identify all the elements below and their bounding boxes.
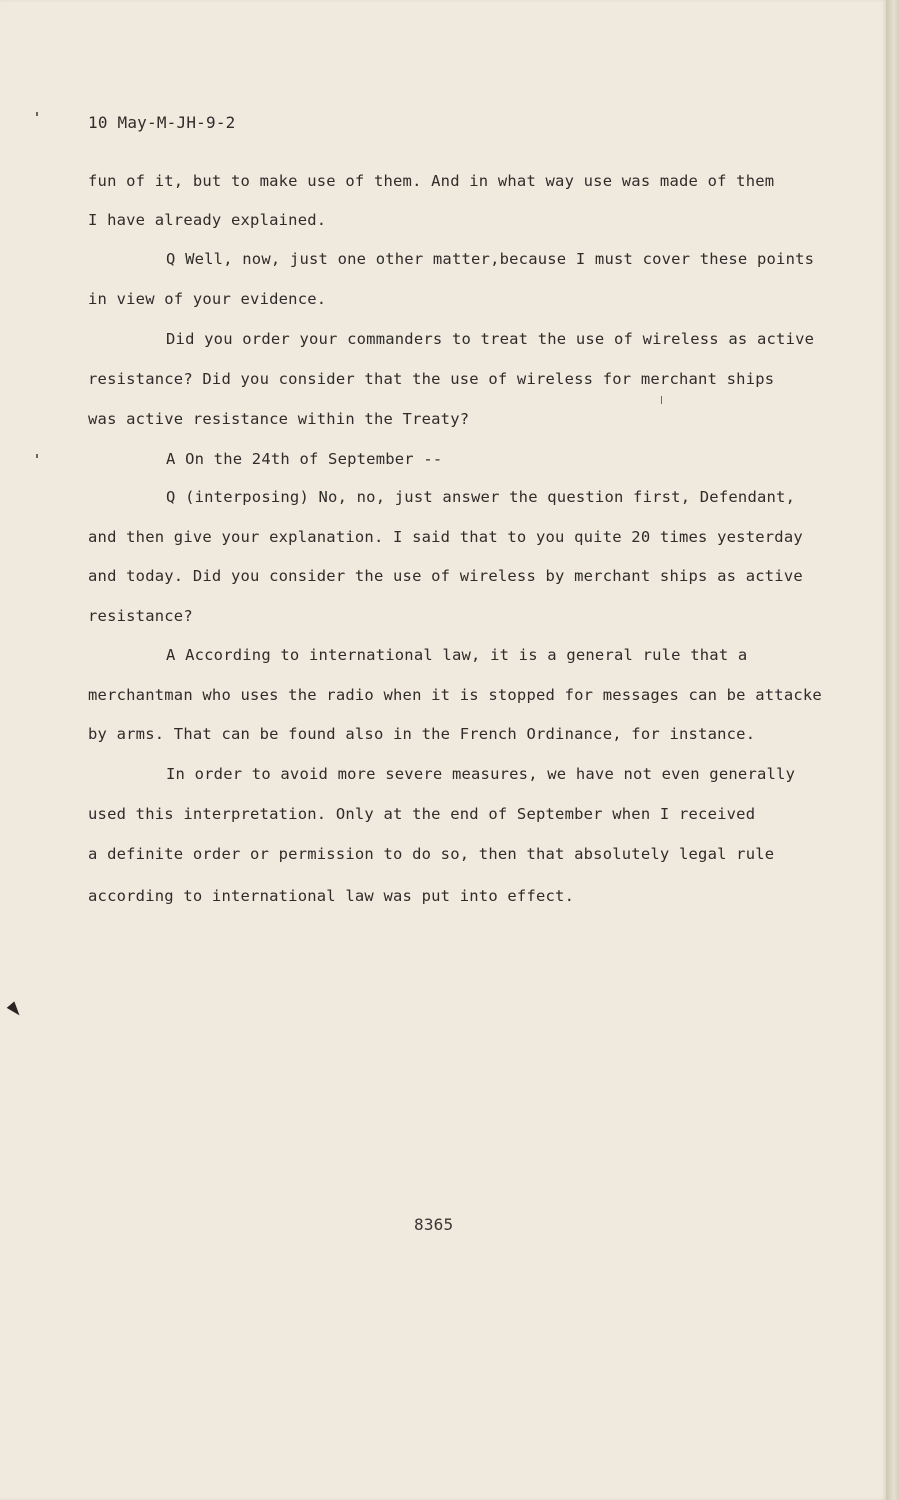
document-header: 10 May-M-JH-9-2 — [88, 113, 236, 132]
text-line: I have already explained. — [88, 211, 327, 229]
text-line: used this interpretation. Only at the end of September when I received — [88, 805, 756, 823]
text-line: A On the 24th of September -- — [166, 450, 443, 468]
text-line: Q Well, now, just one other matter,because I must cover these points — [166, 250, 815, 268]
page-number: 8365 — [414, 1215, 454, 1234]
margin-mark — [7, 1001, 24, 1018]
text-line: was active resistance within the Treaty? — [88, 410, 470, 428]
text-line: fun of it, but to make use of them. And in what way use was made of them — [88, 172, 775, 190]
text-line: according to international law was put into effect. — [88, 887, 575, 905]
text-line: in view of your evidence. — [88, 290, 327, 308]
paper-speck — [36, 454, 38, 458]
text-line: In order to avoid more severe measures, we have not even generally — [166, 765, 796, 783]
text-line: resistance? — [88, 607, 193, 625]
text-line: and then give your explanation. I said that to you quite 20 times yesterday — [88, 528, 803, 546]
text-line: merchantman who uses the radio when it is stopped for messages can be attacke — [88, 686, 822, 704]
text-line: and today. Did you consider the use of wireless by merchant ships as active — [88, 567, 803, 585]
paper-speck — [36, 112, 38, 116]
text-line: Did you order your commanders to treat the use of wireless as active — [166, 330, 815, 348]
text-line: Q (interposing) No, no, just answer the question first, Defendant, — [166, 488, 796, 506]
text-line: by arms. That can be found also in the French Ordinance, for instance. — [88, 725, 756, 743]
text-line: resistance? Did you consider that the use of wireless for merchant ships — [88, 370, 775, 388]
page-edge — [886, 0, 899, 1500]
text-line: a definite order or permission to do so, then that absolutely legal rule — [88, 845, 775, 863]
text-line: A According to international law, it is a general rule that a — [166, 646, 748, 664]
paper-speck — [661, 396, 662, 404]
